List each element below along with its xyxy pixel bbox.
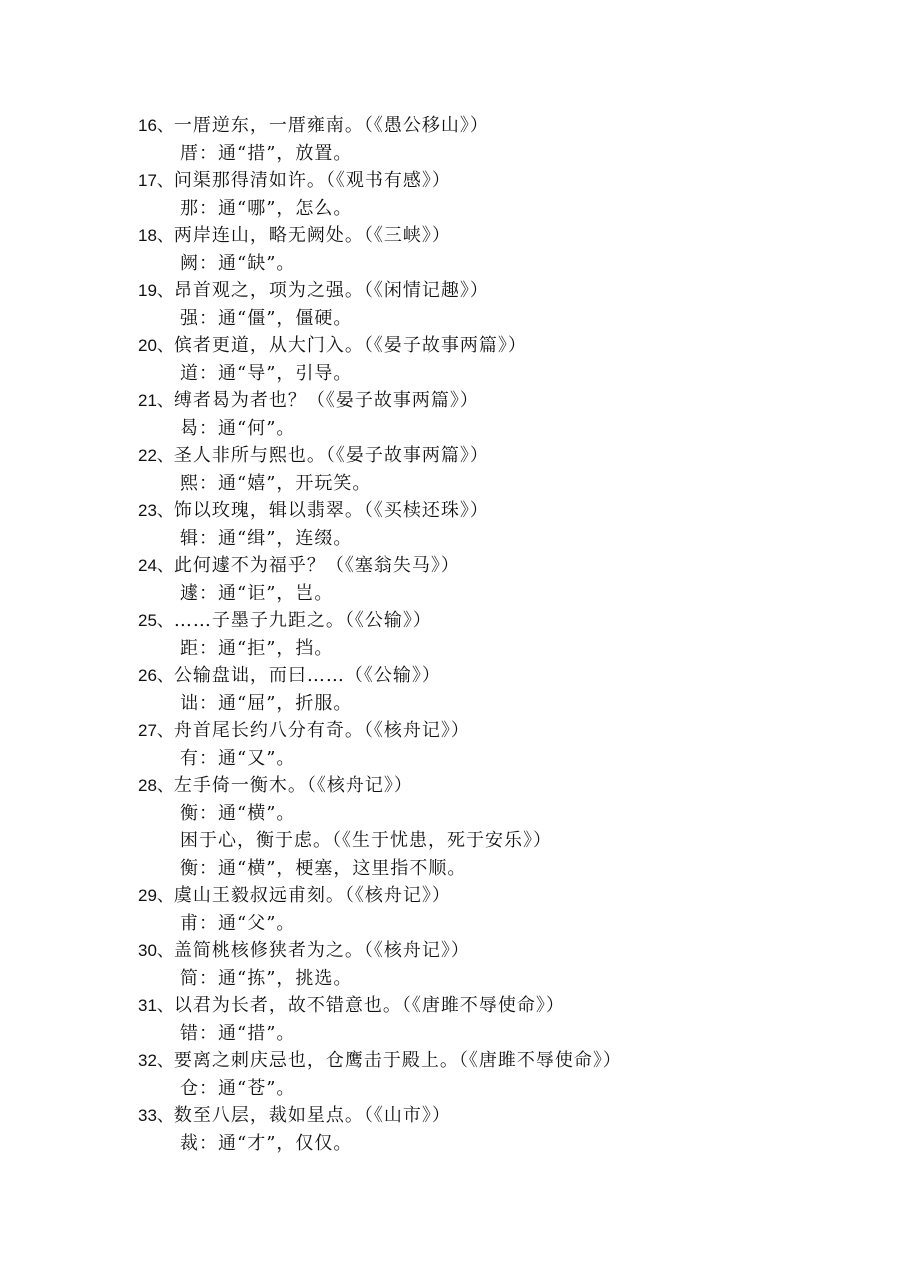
entry-note: 衡：通“横”。: [180, 802, 296, 824]
entry-note: 衡：通“横”，梗塞，这里指不顺。: [180, 857, 467, 879]
entry-text: 昂首观之，项为之强。（《闲情记趣》）: [173, 280, 489, 301]
entry-number: 18、: [138, 226, 174, 245]
entry-text: 问渠那得清如许。（《观书有感》）: [173, 170, 451, 191]
entry-text: 两岸连山，略无阙处。（《三峡》）: [173, 225, 451, 246]
entry-text: 数至八层，裁如星点。（《山市》）: [173, 1105, 451, 1126]
entry-sentence: [138, 387, 878, 415]
entry-note: 道：通“导”，引导。: [180, 362, 353, 384]
entry-text: 此何遽不为福乎？（《塞翁失马》）: [173, 555, 460, 576]
entry-sentence: [138, 277, 878, 305]
entry-text: 虞山王毅叔远甫刻。（《核舟记》）: [173, 885, 451, 906]
entry-number: 33、: [138, 1106, 174, 1125]
entry-sentence: [138, 442, 878, 470]
entry-note: 错：通“措”。: [180, 1022, 296, 1044]
entry-number: 28、: [138, 776, 174, 795]
entry-sentence: [138, 552, 878, 580]
entry-number: 17、: [138, 171, 174, 190]
entry-note: 遽：通“讵”，岂。: [180, 582, 334, 604]
entry-sentence: [138, 992, 878, 1020]
entry-note: 辑：通“缉”，连缀。: [180, 527, 353, 549]
entry-number: 22、: [138, 446, 174, 465]
entry-sentence: [138, 112, 878, 140]
entry-note: 厝：通“措”，放置。: [180, 142, 353, 164]
entry-number: 27、: [138, 721, 174, 740]
entry-number: 32、: [138, 1051, 174, 1070]
entry-sentence: [138, 222, 878, 250]
entry-number: 23、: [138, 501, 174, 520]
entry-note: 有：通“又”。: [180, 747, 296, 769]
entry-sentence: [138, 332, 878, 360]
entry-number: 21、: [138, 391, 174, 410]
entry-text: 盖简桃核修狭者为之。（《核舟记》）: [173, 940, 470, 961]
entry-text: 一厝逆东，一厝雍南。（《愚公移山》）: [173, 115, 489, 136]
entry-number: 25、: [138, 611, 174, 630]
entry-note: 仓：通“苍”。: [180, 1077, 296, 1099]
entry-note: 困于心，衡于虑。（《生于忧患，死于安乐》）: [180, 830, 552, 851]
entry-sentence: [138, 882, 878, 910]
entry-note: 简：通“拣”，挑选。: [180, 967, 353, 989]
entry-number: 26、: [138, 666, 174, 685]
entry-sentence: [138, 717, 878, 745]
entry-note: 那：通“哪”，怎么。: [180, 197, 353, 219]
entry-number: 16、: [138, 116, 174, 135]
entry-sentence: [138, 772, 878, 800]
entry-list: [138, 112, 878, 1157]
entry-note: 裁：通“才”，仅仅。: [180, 1132, 353, 1154]
entry-sentence: [138, 607, 878, 635]
entry-sentence: [138, 1047, 878, 1075]
entry-text: 左手倚一衡木。（《核舟记》）: [173, 775, 413, 796]
entry-note: 阙：通“缺”。: [180, 252, 296, 274]
entry-text: 要离之刺庆忌也，仓鹰击于殿上。（《唐雎不辱使命》）: [173, 1050, 622, 1071]
entry-number: 20、: [138, 336, 174, 355]
entry-note: 强：通“僵”，僵硬。: [180, 307, 353, 329]
entry-note: 甫：通“父”。: [180, 912, 296, 934]
entry-text: 以君为长者，故不错意也。（《唐雎不辱使命》）: [173, 995, 565, 1016]
entry-note: 距：通“拒”，挡。: [180, 637, 334, 659]
entry-number: 24、: [138, 556, 174, 575]
entry-sentence: [138, 1102, 878, 1130]
entry-sentence: [138, 662, 878, 690]
entry-text: 公输盘诎，而曰……（《公输》）: [173, 665, 441, 686]
entry-text: 饰以玫瑰，辑以翡翠。（《买椟还珠》）: [173, 500, 489, 521]
entry-number: 19、: [138, 281, 174, 300]
entry-number: 31、: [138, 996, 174, 1015]
entry-text: 傧者更道，从大门入。（《晏子故事两篇》）: [173, 335, 527, 356]
entry-number: 29、: [138, 886, 174, 905]
entry-text: 缚者曷为者也？（《晏子故事两篇》）: [173, 390, 479, 411]
entry-sentence: [138, 167, 878, 195]
entry-note: 诎：通“屈”，折服。: [180, 692, 353, 714]
entry-note: 熙：通“嬉”，开玩笑。: [180, 472, 372, 494]
entry-sentence: [138, 937, 878, 965]
entry-text: 舟首尾长约八分有奇。（《核舟记》）: [173, 720, 470, 741]
entry-sentence: [138, 497, 878, 525]
entry-text: 圣人非所与熙也。（《晏子故事两篇》）: [173, 445, 489, 466]
entry-number: 30、: [138, 941, 174, 960]
entry-note: 曷：通“何”。: [180, 417, 296, 439]
entry-text: ……子墨子九距之。（《公输》）: [173, 610, 432, 631]
